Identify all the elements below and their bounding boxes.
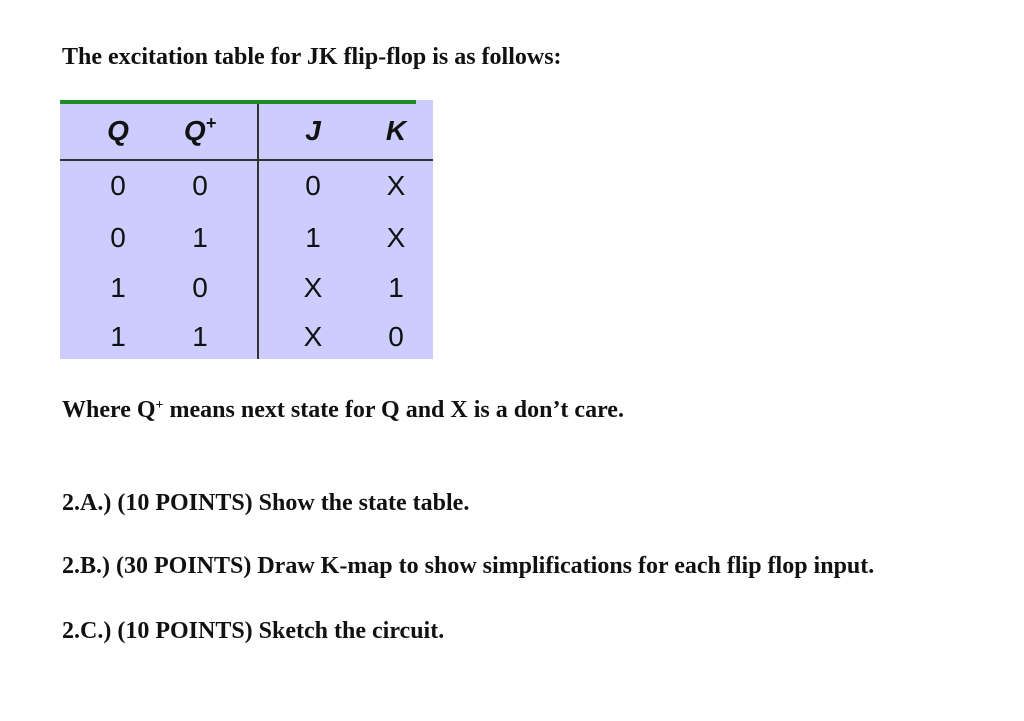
table-cell: 0 [305,170,321,201]
question-2b: 2.B.) (30 POINTS) Draw K-map to show simplifications for each flip flop input. [62,553,875,579]
note-before: Where Q [62,397,156,423]
table-cell: 0 [192,170,208,201]
table-vertical-divider [257,104,259,359]
note-text [62,395,624,425]
table-cell: X [303,321,323,352]
note-sup: + [155,398,164,413]
table-cell: 1 [110,321,126,352]
header-q-next-base: Q [183,115,206,146]
header-q: Q [107,115,129,146]
intro-text: The excitation table for JK flip-flop is as follows: [62,44,562,70]
table-cell: X [386,222,406,253]
table-cell: 1 [192,222,208,253]
header-k: K [385,115,407,146]
table-cell: 1 [388,272,404,303]
table-cell: 1 [110,272,126,303]
header-j: J [305,115,321,146]
excitation-table [60,100,433,359]
table-header-divider [60,159,433,161]
table-cell: 0 [192,272,208,303]
table-cell: X [386,170,406,201]
table-cell: 0 [110,170,126,201]
question-2c: 2.C.) (10 POINTS) Sketch the circuit. [62,618,445,644]
note-after: means next state for Q and X is a don’t care. [163,397,624,423]
table-cell: 0 [388,321,404,352]
question-2a: 2.A.) (10 POINTS) Show the state table. [62,490,470,516]
header-q-next [170,108,230,154]
table-cell: 1 [305,222,321,253]
header-q-next-sup: + [205,113,217,133]
table-cell: 0 [110,222,126,253]
table-cell: 1 [192,321,208,352]
table-top-rule [60,100,416,104]
table-cell: X [303,272,323,303]
